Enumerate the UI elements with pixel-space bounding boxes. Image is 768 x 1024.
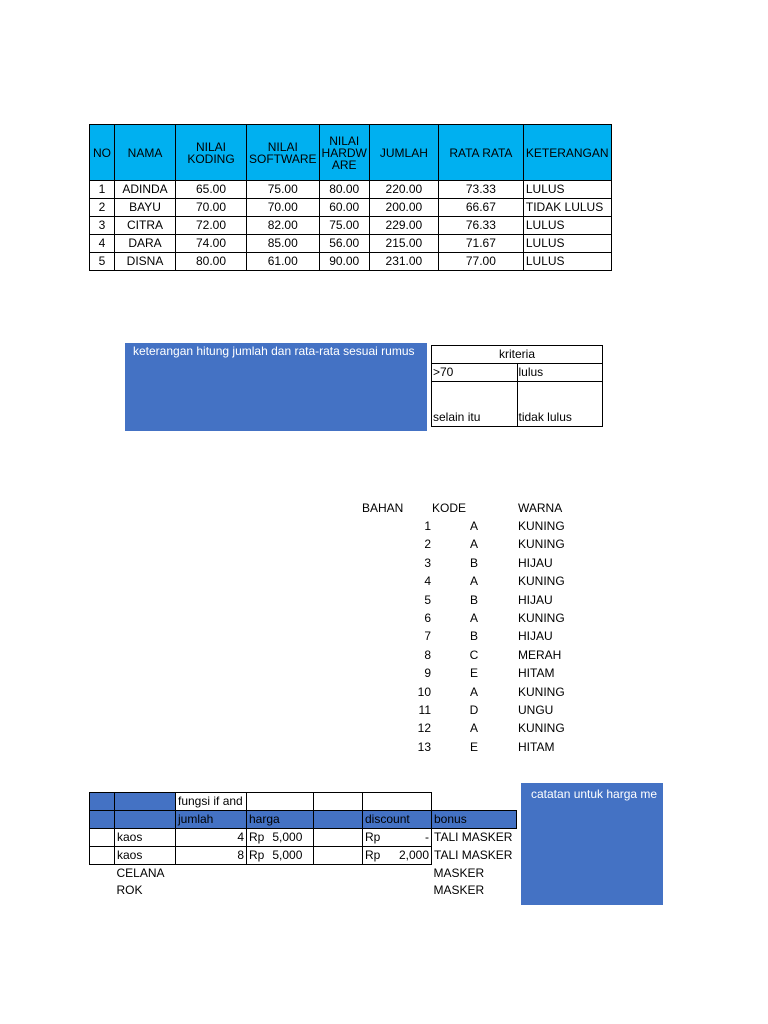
grade-cell: 2	[90, 199, 115, 217]
grade-cell: 65.00	[176, 181, 247, 199]
shop-header-row	[90, 811, 517, 829]
shop-cell-item: ROK	[116, 883, 143, 897]
col-keterangan: KETERANGAN	[523, 125, 611, 181]
col-nilai-koding: NILAI KODING	[176, 125, 247, 181]
code-row-kode: E	[469, 666, 478, 681]
code-row-kode: A	[469, 537, 478, 552]
code-row-warna: KUNING	[518, 519, 565, 533]
criteria-result: lulus	[517, 364, 603, 382]
code-row-warna: KUNING	[518, 684, 565, 699]
shop-cell	[90, 847, 115, 865]
grade-row	[90, 181, 612, 199]
grade-cell: LULUS	[523, 235, 611, 253]
grades-table	[89, 124, 612, 271]
grade-row	[90, 199, 612, 217]
grades-header-row	[90, 125, 612, 181]
shop-cell-jumlah: 4	[176, 829, 247, 847]
code-row-bahan: 10	[417, 684, 431, 699]
code-row-kode: A	[469, 519, 478, 533]
shop-row	[90, 829, 517, 847]
grade-cell: 70.00	[176, 199, 247, 217]
grade-cell: 74.00	[176, 235, 247, 253]
code-row-warna: UNGU	[518, 703, 554, 717]
shop-cell-bonus: MASKER	[433, 865, 485, 880]
grade-cell: 61.00	[247, 253, 320, 271]
code-row-warna: MERAH	[518, 647, 562, 662]
col-rata-rata: RATA RATA	[438, 125, 523, 181]
note-box: keterangan hitung jumlah dan rata-rata sesuai rumus	[125, 343, 427, 431]
shop-row	[90, 882, 517, 899]
code-row-bahan: 3	[424, 555, 431, 570]
grade-cell: 82.00	[247, 217, 320, 235]
grade-cell: LULUS	[523, 253, 611, 271]
shop-title-row	[90, 793, 517, 811]
code-row-kode: D	[469, 703, 479, 717]
grade-cell: 90.00	[319, 253, 369, 271]
code-row-kode: A	[469, 611, 478, 625]
catatan-box: catatan untuk harga me	[521, 783, 663, 905]
criteria-cond: >70	[432, 364, 518, 382]
grade-cell: 73.33	[438, 181, 523, 199]
shop-cell	[176, 882, 247, 899]
discount-currency: Rp	[365, 830, 381, 844]
shop-cell-item: CELANA	[116, 866, 165, 880]
col-nilai-hardware: NILAI HARDW ARE	[319, 125, 369, 181]
grade-cell: 71.67	[438, 235, 523, 253]
grade-cell: LULUS	[523, 217, 611, 235]
shop-cell	[314, 829, 363, 847]
shop-row	[90, 865, 517, 883]
code-row-warna: HIJAU	[518, 555, 553, 570]
grade-cell: 231.00	[369, 253, 438, 271]
code-row-bahan: 9	[424, 666, 431, 681]
code-row-bahan: 5	[424, 592, 431, 607]
grade-cell: 85.00	[247, 235, 320, 253]
code-row-kode: B	[469, 555, 478, 570]
grade-cell: CITRA	[115, 217, 176, 235]
shop-cell-item: kaos	[115, 847, 176, 865]
grade-cell: BAYU	[115, 199, 176, 217]
harga-value: 5,000	[272, 848, 303, 862]
criteria-result: tidak lulus	[517, 382, 603, 427]
shop-cell	[247, 847, 314, 865]
grade-cell: LULUS	[523, 181, 611, 199]
shop-col-harga: harga	[247, 811, 314, 829]
shop-cell	[363, 847, 432, 865]
shop-cell-jumlah: 8	[176, 847, 247, 865]
criteria-cond: selain itu	[432, 382, 518, 427]
shop-cell	[314, 865, 363, 883]
criteria-table	[431, 345, 603, 427]
shop-cell	[314, 847, 363, 865]
shop-cell-item: kaos	[115, 829, 176, 847]
grade-cell: 80.00	[319, 181, 369, 199]
grade-cell: 1	[90, 181, 115, 199]
col-no: NO	[90, 125, 115, 181]
grade-cell: 215.00	[369, 235, 438, 253]
code-row-bahan: 4	[424, 574, 431, 589]
shop-cell	[247, 829, 314, 847]
shop-cell	[247, 882, 314, 899]
grade-cell: 70.00	[247, 199, 320, 217]
criteria-title: kriteria	[432, 346, 603, 364]
grade-cell: 200.00	[369, 199, 438, 217]
shop-cell	[363, 882, 432, 899]
code-row-warna: HITAM	[518, 666, 555, 681]
code-row-kode: B	[469, 629, 478, 644]
col-nilai-software: NILAI SOFTWARE	[247, 125, 320, 181]
grade-cell: 75.00	[247, 181, 320, 199]
grade-cell: 5	[90, 253, 115, 271]
code-row-warna: KUNING	[518, 537, 565, 552]
grade-cell: DARA	[115, 235, 176, 253]
grade-cell: 76.33	[438, 217, 523, 235]
code-row-kode: B	[469, 592, 478, 607]
shop-table	[89, 792, 517, 899]
grade-row	[90, 217, 612, 235]
discount-value: 2,000	[398, 848, 429, 862]
discount-value: -	[425, 830, 429, 844]
shop-cell	[363, 865, 432, 883]
shop-cell	[314, 882, 363, 899]
grade-row	[90, 235, 612, 253]
code-row-bahan: 12	[417, 721, 431, 736]
code-row-bahan: 6	[424, 611, 431, 625]
shop-cell-bonus: TALI MASKER	[434, 848, 513, 862]
grade-cell: 72.00	[176, 217, 247, 235]
code-row-warna: HIJAU	[518, 629, 553, 644]
shop-cell	[90, 882, 115, 899]
shop-title: fungsi if and	[176, 793, 247, 811]
code-row-bahan: 7	[424, 629, 431, 644]
shop-col-discount: discount	[363, 811, 432, 829]
harga-currency: Rp	[249, 830, 265, 844]
grade-cell: DISNA	[115, 253, 176, 271]
shop-cell	[90, 829, 115, 847]
col-nama: NAMA	[115, 125, 176, 181]
grade-cell: ADINDA	[115, 181, 176, 199]
shop-cell	[247, 865, 314, 883]
grade-cell: 77.00	[438, 253, 523, 271]
grade-cell: 60.00	[319, 199, 369, 217]
code-row-kode: A	[469, 684, 478, 699]
grade-cell: 4	[90, 235, 115, 253]
discount-currency: Rp	[365, 848, 381, 862]
code-row-warna: KUNING	[518, 611, 565, 625]
code-row-bahan: 8	[424, 647, 431, 662]
code-row-bahan: 2	[424, 537, 431, 552]
code-row-kode: E	[469, 739, 478, 754]
code-row-bahan: 1	[424, 519, 431, 533]
harga-value: 5,000	[272, 830, 303, 844]
code-row-bahan: 13	[417, 739, 431, 754]
col-jumlah: JUMLAH	[369, 125, 438, 181]
shop-col-jumlah: jumlah	[176, 811, 247, 829]
codes-header-bahan: BAHAN	[362, 501, 404, 515]
shop-cell	[90, 865, 115, 883]
codes-header-warna: WARNA	[518, 501, 563, 515]
shop-cell-bonus: MASKER	[433, 883, 485, 897]
shop-row	[90, 847, 517, 865]
code-row-bahan: 11	[418, 703, 431, 717]
grade-cell: 220.00	[369, 181, 438, 199]
grade-cell: 80.00	[176, 253, 247, 271]
shop-cell	[363, 829, 432, 847]
code-row-kode: A	[469, 574, 478, 589]
code-row-warna: HIJAU	[518, 592, 553, 607]
grade-cell: 3	[90, 217, 115, 235]
grade-row	[90, 253, 612, 271]
codes-header-kode: KODE	[432, 501, 467, 515]
code-row-kode: A	[469, 721, 478, 736]
harga-currency: Rp	[249, 848, 265, 862]
code-row-kode: C	[469, 647, 479, 662]
grade-cell: 66.67	[438, 199, 523, 217]
shop-cell	[176, 865, 247, 883]
shop-cell-bonus: TALI MASKER	[434, 830, 513, 845]
grade-cell: TIDAK LULUS	[523, 199, 611, 217]
code-row-warna: KUNING	[518, 574, 565, 589]
grade-cell: 75.00	[319, 217, 369, 235]
grade-cell: 229.00	[369, 217, 438, 235]
shop-col-bonus: bonus	[432, 811, 517, 829]
code-row-warna: HITAM	[518, 739, 555, 754]
grade-cell: 56.00	[319, 235, 369, 253]
code-row-warna: KUNING	[518, 721, 565, 736]
